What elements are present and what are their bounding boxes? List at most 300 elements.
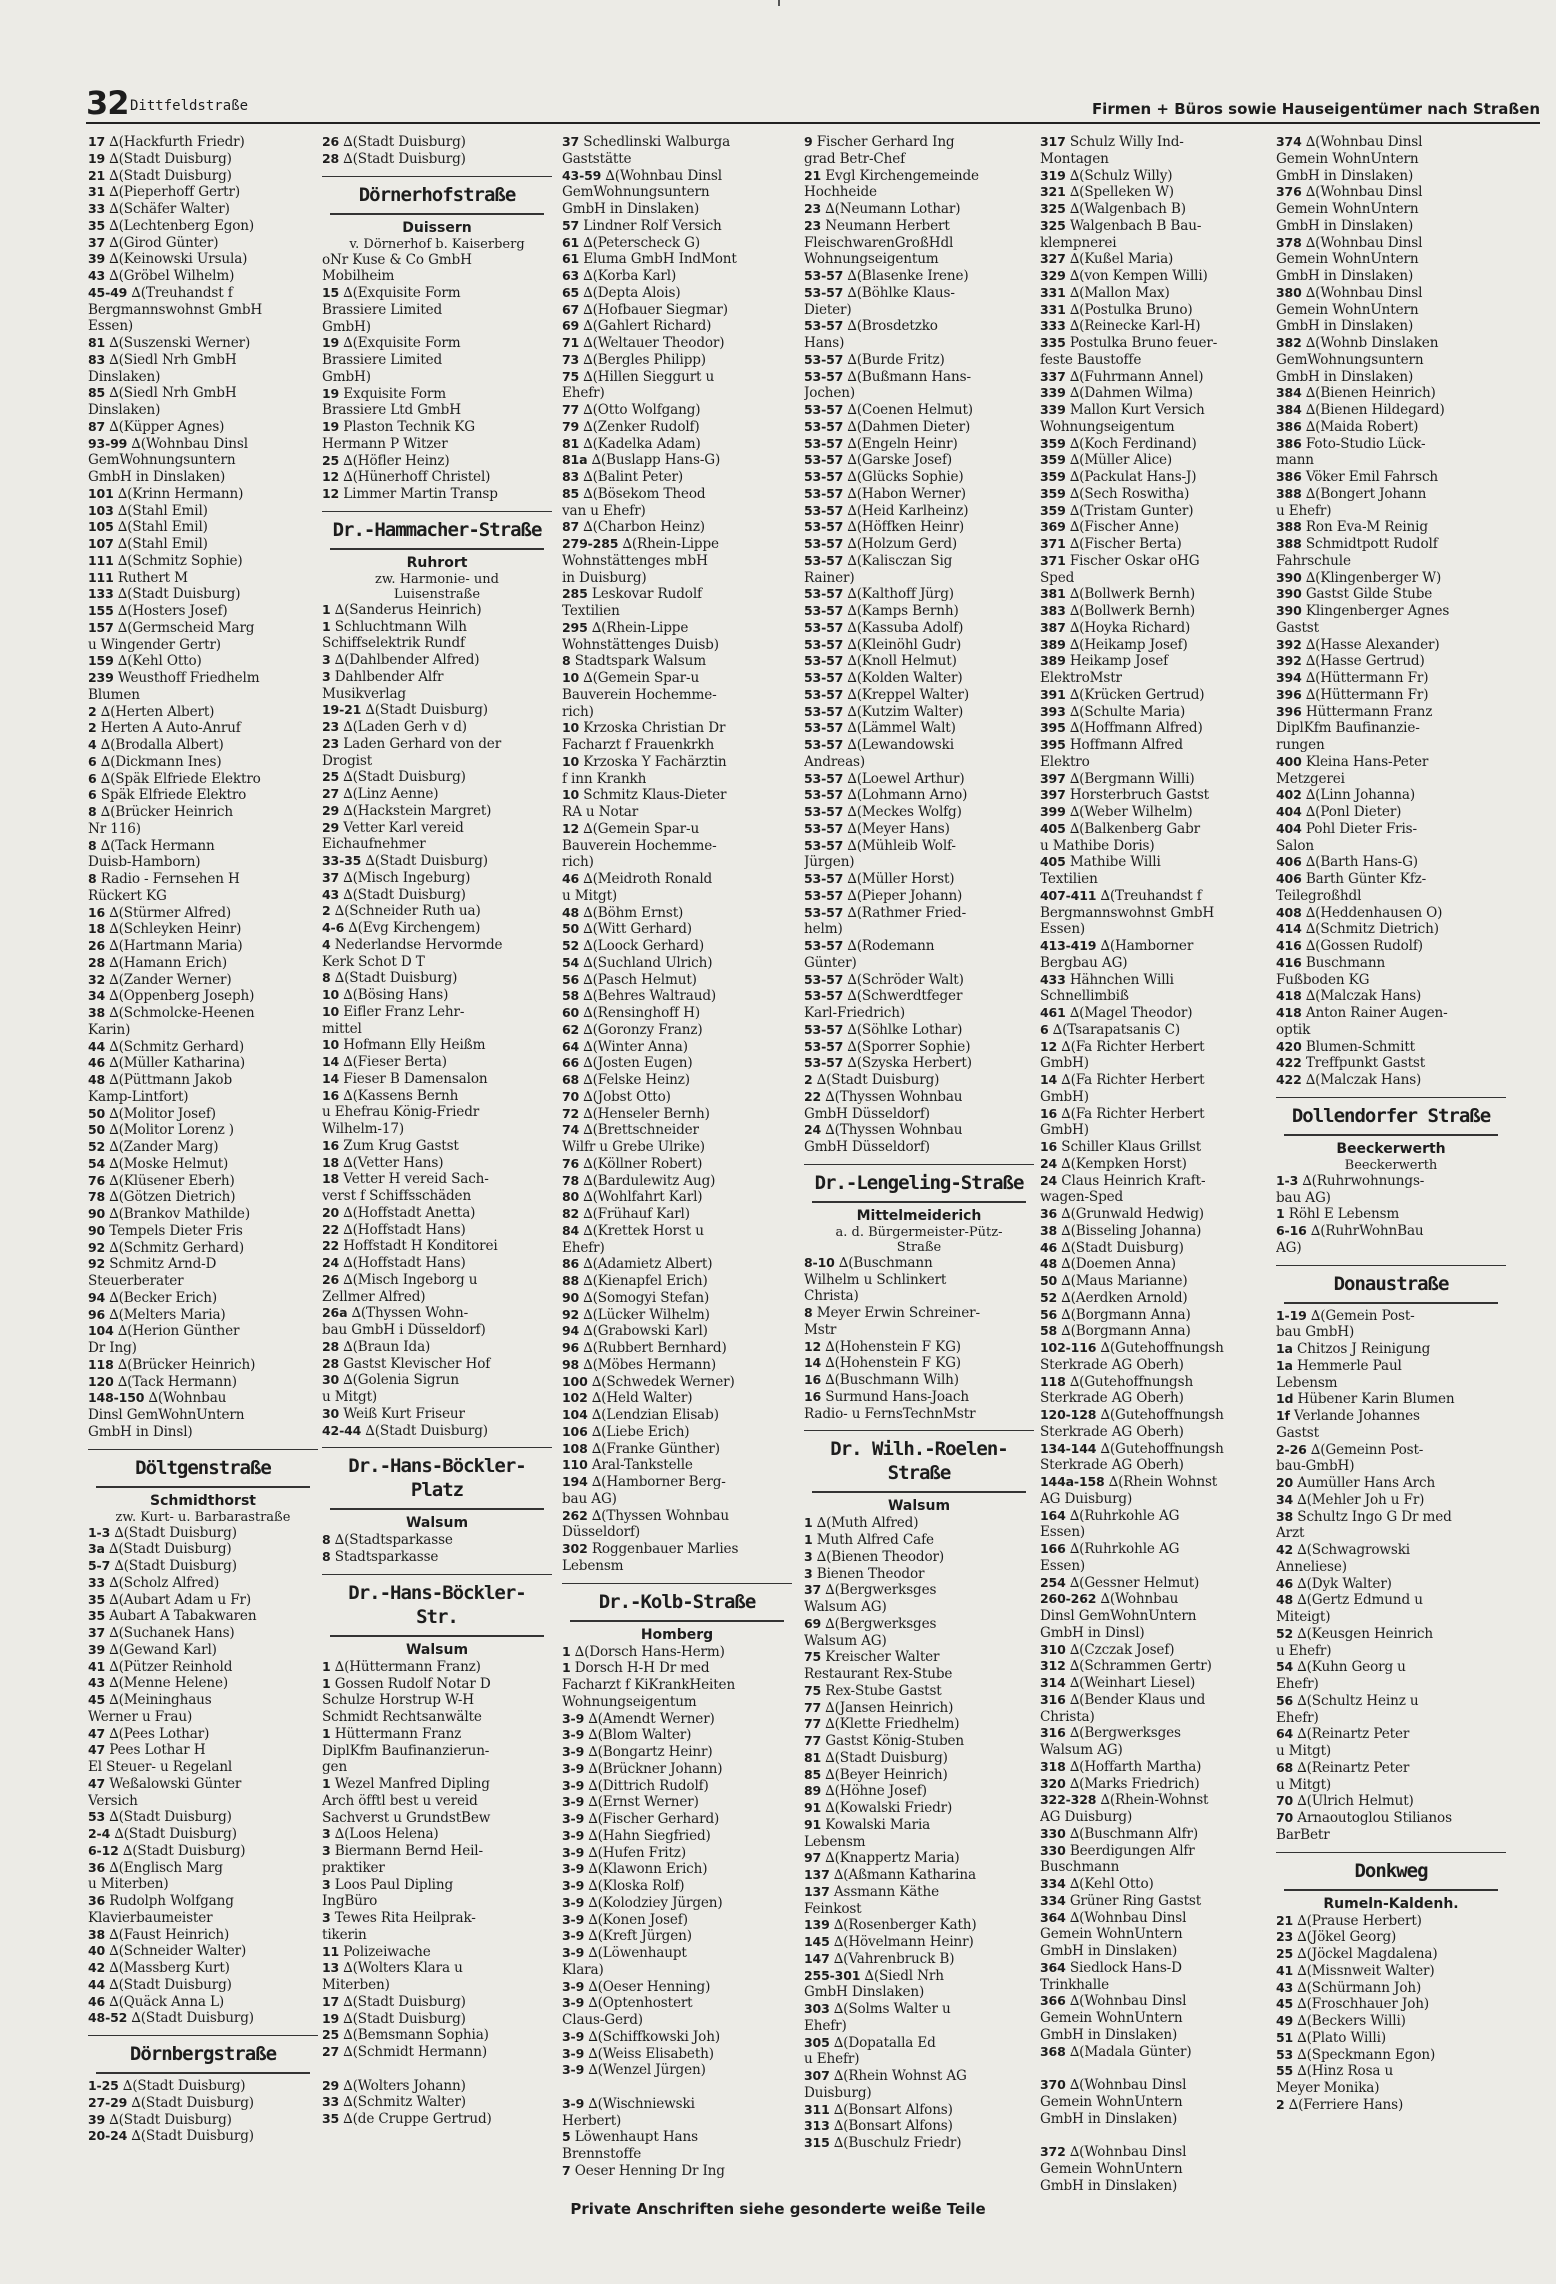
house-number: 22: [322, 1221, 340, 1237]
entry-text: Textilien: [1040, 871, 1098, 887]
directory-entry: [1040, 871, 1270, 888]
directory-entry: [1040, 1122, 1270, 1139]
entry-text: ∆(Molitor Lorenz ): [109, 1122, 234, 1139]
entry-text: ∆(Hüttermann Fr): [1305, 686, 1429, 703]
entry-text: Mallon Kurt Versich: [1069, 402, 1205, 418]
house-number: 14: [1040, 1072, 1058, 1087]
house-number: 46: [1276, 1575, 1294, 1591]
entry-text: ∆(Mallon Max): [1069, 284, 1170, 301]
entry-text: ∆(Kadelka Adam): [583, 435, 701, 452]
directory-entry: [562, 553, 792, 570]
entry-text: Lebensm: [1276, 1374, 1338, 1391]
entry-text: Salon: [1276, 837, 1314, 854]
directory-entry: [1276, 402, 1506, 419]
entry-text: ∆(Jansen Heinrich): [825, 1699, 954, 1716]
directory-entry: [562, 1173, 792, 1190]
house-number: 43-59: [562, 167, 602, 183]
house-number: 307: [804, 2068, 830, 2083]
entry-text: ∆(Stadt Duisburg): [122, 2078, 246, 2094]
directory-entry: [562, 168, 792, 185]
directory-entry: [1276, 2013, 1506, 2030]
entry-text: ∆(Dahlbender Alfred): [334, 652, 480, 668]
house-number: 386: [1276, 435, 1302, 451]
entry-text: Blumen: [88, 686, 140, 703]
entry-text: ∆(Klüsener Eberh): [109, 1172, 235, 1189]
directory-entry: [804, 218, 1034, 235]
entry-text: ∆(Knoll Helmut): [847, 653, 957, 670]
entry-text: Gaststätte: [562, 150, 632, 167]
directory-entry: [1040, 1591, 1270, 1608]
directory-entry: [804, 2001, 1034, 2018]
house-number: 26: [322, 1271, 340, 1287]
directory-entry: [1040, 519, 1270, 536]
entry-text: ∆(Wohlfahrt Karl): [583, 1189, 703, 1206]
house-number: 111: [88, 569, 114, 585]
entry-text: ∆(Schultz Heinz u: [1297, 1692, 1419, 1709]
entry-text: ∆(Vetter Hans): [343, 1154, 444, 1171]
entry-text: Hofmann Elly Heißm: [343, 1037, 486, 1054]
house-number: 90: [88, 1222, 106, 1238]
house-number: 388: [1276, 536, 1302, 551]
house-number: 56: [1276, 1692, 1294, 1708]
section-title: Firmen + Büros sowie Hauseigentümer nach Straßen: [1091, 100, 1540, 118]
directory-entry: [88, 1709, 318, 1726]
directory-entry: [562, 1273, 792, 1290]
entry-text: Facharzt f KiKrankHeiten: [562, 1677, 736, 1693]
street-range-note: Luisenstraße: [393, 586, 481, 602]
directory-entry: [322, 2078, 552, 2095]
entry-text: ∆(Peterscheck G): [583, 234, 700, 251]
directory-entry: [804, 771, 1034, 788]
house-number: 19: [322, 2010, 340, 2026]
directory-entry: [88, 519, 318, 536]
directory-entry: [1040, 1675, 1270, 1692]
directory-entry: [88, 1608, 318, 1625]
directory-entry: [1276, 1509, 1506, 1526]
directory-entry: [1040, 1792, 1270, 1809]
house-number: 102: [562, 1390, 588, 1406]
street-name: Dr.-Hammacher-Straße: [330, 518, 544, 550]
house-number: 53-57: [804, 938, 844, 953]
directory-entry: [804, 2135, 1034, 2152]
entry-text: ∆(Fieser Berta): [343, 1054, 447, 1070]
directory-entry: [1276, 1223, 1506, 1240]
entry-text: Mstr: [804, 1321, 837, 1338]
entry-text: ∆(Loock Gerhard): [583, 938, 705, 954]
house-number: 335: [1040, 335, 1066, 350]
entry-text: ∆(Späk Elfriede Elektro: [100, 770, 261, 787]
directory-entry: [562, 2129, 792, 2146]
entry-text: Karl-Friedrich): [804, 1005, 905, 1021]
house-number: 386: [1276, 469, 1302, 484]
house-number: 120-128: [1040, 1407, 1097, 1422]
entry-text: ∆(Meyer Hans): [847, 820, 950, 837]
house-number: 81: [562, 435, 580, 451]
house-number: 19: [322, 419, 340, 434]
entry-text: ∆(Thyssen Wohnbau: [591, 1507, 729, 1524]
house-number: 102-116: [1040, 1340, 1097, 1355]
directory-entry: [562, 1761, 792, 1778]
entry-text: GmbH in Dinslaken): [1040, 2177, 1178, 2194]
directory-entry: [1040, 1491, 1270, 1508]
entry-text: GmbH in Dinslaken): [1040, 1943, 1178, 1959]
directory-entry: [1040, 184, 1270, 201]
entry-text: ∆(Hackfurth Friedr): [109, 134, 245, 150]
entry-text: Brassiere Limited: [322, 301, 443, 318]
house-number: 334: [1040, 1876, 1066, 1891]
house-number: 17: [88, 134, 106, 149]
house-number: 339: [1040, 385, 1066, 401]
entry-text: Neumann Herbert: [825, 217, 950, 234]
directory-entry: [1276, 1458, 1506, 1475]
house-number: 8-10: [804, 1254, 835, 1270]
directory-entry: [804, 871, 1034, 888]
entry-text: ∆(Malczak Hans): [1305, 1072, 1422, 1088]
entry-text: in Duisburg): [562, 569, 647, 586]
directory-entry: [1276, 1996, 1506, 2013]
directory-entry: [322, 2094, 552, 2111]
entry-text: ∆(Rhein-Lippe: [591, 619, 689, 636]
entry-text: ∆(Stadt Duisburg): [109, 1809, 232, 1826]
entry-text: ∆(Schmitz Gerhard): [109, 1239, 245, 1256]
directory-entry: [322, 1037, 552, 1054]
directory-entry: [804, 1683, 1034, 1700]
directory-entry: [1040, 921, 1270, 938]
directory-entry: [322, 1423, 552, 1440]
directory-entry: [322, 635, 552, 652]
entry-text: ∆(Malczak Hans): [1305, 988, 1422, 1005]
directory-entry: [804, 1884, 1034, 1901]
directory-entry: [1040, 2111, 1270, 2128]
directory-entry: [562, 1895, 792, 1912]
entry-text: ∆(Maida Robert): [1305, 418, 1419, 435]
entry-text: ∆(Gewand Karl): [109, 1641, 217, 1658]
house-number: 87: [88, 418, 106, 434]
house-number: 118: [88, 1356, 114, 1372]
directory-entry: [322, 753, 552, 770]
house-number: 148-150: [88, 1390, 145, 1406]
page-header: [86, 82, 1540, 124]
directory-entry: [1040, 804, 1270, 821]
directory-entry: [562, 469, 792, 486]
directory-entry: [1276, 1408, 1506, 1425]
entry-text: bau AG): [1276, 1189, 1331, 1206]
directory-entry: [1040, 486, 1270, 503]
house-number: 18: [322, 1171, 340, 1187]
directory-entry: [562, 653, 792, 670]
house-number: 25: [322, 452, 340, 468]
entry-text: ∆(Wohnbau Dinsl: [1305, 184, 1423, 201]
directory-entry: [804, 1406, 1034, 1423]
house-number: 28: [88, 954, 106, 970]
directory-entry: [1040, 1424, 1270, 1441]
entry-text: ∆(Aerdken Arnold): [1061, 1289, 1188, 1306]
entry-text: Drogist: [322, 752, 373, 769]
house-number: 370: [1040, 2077, 1066, 2092]
house-number: 96: [88, 1306, 106, 1322]
entry-text: ∆(Hohenstein F KG): [825, 1355, 961, 1372]
entry-text: rungen: [1276, 737, 1325, 753]
entry-text: ∆(Schmitz Dietrich): [1305, 921, 1439, 938]
directory-entry: [88, 1675, 318, 1692]
directory-entry: [322, 887, 552, 904]
directory-entry: [562, 1206, 792, 1223]
directory-entry: [1276, 251, 1506, 268]
directory-entry: [562, 2046, 792, 2063]
house-number: 23: [322, 719, 340, 734]
entry-text: ∆(Wenzel Jürgen): [588, 2062, 706, 2079]
house-number: 3-9: [562, 1794, 585, 1810]
house-number: 359: [1040, 485, 1066, 501]
directory-entry: [804, 938, 1034, 955]
house-number: 8: [322, 1549, 331, 1564]
directory-entry: [562, 1828, 792, 1845]
directory-column-1: [88, 134, 318, 2145]
entry-text: Walsum AG): [804, 1632, 887, 1649]
directory-entry: [1040, 2010, 1270, 2027]
entry-text: ∆(Brücker Heinrich): [117, 1356, 256, 1373]
entry-text: optik: [1276, 1021, 1311, 1038]
entry-text: ∆(Kassens Bernh: [343, 1087, 459, 1104]
directory-entry: [322, 1793, 552, 1810]
house-number: 19: [322, 385, 340, 401]
entry-text: ∆(Stadt Duisburg): [114, 1826, 237, 1842]
entry-text: ∆(Stadt Duisburg): [343, 2010, 466, 2027]
entry-text: ∆(Stadt Duisburg): [1061, 1239, 1184, 1256]
directory-entry: [1276, 737, 1506, 754]
entry-text: Postulka Bruno feuer-: [1069, 335, 1218, 351]
entry-text: ∆(Kutzim Walter): [847, 703, 964, 720]
street-heading: [88, 1449, 318, 1488]
directory-entry: [1276, 1643, 1506, 1660]
entry-text: Löwenhaupt Hans: [574, 2129, 698, 2146]
directory-entry: [1276, 1542, 1506, 1559]
house-number: 94: [88, 1289, 106, 1305]
house-number: 51: [1276, 2029, 1294, 2045]
street-name: Dr.-Hans-Böckler-Str.: [330, 1581, 544, 1637]
directory-entry: [562, 1508, 792, 1525]
entry-text: ∆(Barth Hans-G): [1305, 854, 1418, 871]
directory-entry: [88, 1156, 318, 1173]
directory-entry: [88, 720, 318, 737]
directory-entry: [1040, 1993, 1270, 2010]
directory-entry: [804, 2118, 1034, 2135]
directory-entry: [1040, 1960, 1270, 1977]
house-number: 45: [1276, 1996, 1294, 2012]
directory-entry: [1276, 302, 1506, 319]
directory-entry: [88, 1055, 318, 1072]
entry-text: u Wingender Gertr): [88, 636, 221, 653]
house-number: 327: [1040, 251, 1066, 267]
directory-entry: [562, 1374, 792, 1391]
entry-text: Plaston Technik KG: [343, 419, 475, 435]
house-number: 42: [1276, 1542, 1294, 1557]
entry-text: ∆(Misch Ingeburg): [343, 869, 471, 886]
directory-entry: [88, 787, 318, 804]
entry-text: ∆(Speckmann Egon): [1297, 2046, 1436, 2063]
entry-text: ∆(Söhlke Lothar): [847, 1021, 963, 1038]
directory-entry: [1040, 2178, 1270, 2195]
entry-text: ∆(Bösekom Theod: [583, 485, 706, 502]
entry-text: GmbH): [1040, 1122, 1089, 1139]
directory-entry: [88, 2095, 318, 2112]
house-number: 381: [1040, 586, 1066, 602]
directory-entry: [322, 2027, 552, 2044]
house-number: 58: [562, 988, 580, 1004]
directory-entry: [562, 737, 792, 754]
directory-entry: [1276, 452, 1506, 469]
entry-text: Gemein WohnUntern: [1040, 2010, 1183, 2026]
directory-entry: [1276, 369, 1506, 386]
entry-text: ∆(Bongartz Heinr): [588, 1744, 713, 1760]
entry-text: Claus-Gerd): [562, 2012, 643, 2028]
entry-text: ∆(Schiffkowski Joh): [588, 2028, 720, 2045]
house-number: 16: [1040, 1139, 1058, 1154]
entry-text: ∆(Hamborner Berg-: [591, 1474, 726, 1490]
entry-text: Wezel Manfred Dipling: [334, 1776, 490, 1792]
entry-text: ∆(Plato Willi): [1297, 2029, 1386, 2046]
entry-text: ∆(Wolters Johann): [343, 2077, 466, 2094]
entry-text: ∆(Rathmer Fried-: [847, 904, 967, 921]
directory-entry: [88, 1776, 318, 1793]
directory-entry: [804, 988, 1034, 1005]
directory-entry: [1040, 821, 1270, 838]
entry-text: ∆(Lewandowski: [847, 737, 954, 753]
house-number: 262: [562, 1507, 588, 1523]
directory-entry: [804, 838, 1034, 855]
house-number: 157: [88, 619, 114, 635]
entry-text: verst f Schiffsschäden: [322, 1188, 472, 1204]
directory-column-5: [1040, 134, 1270, 2194]
house-number: 16: [88, 904, 106, 920]
directory-entry: [804, 1106, 1034, 1123]
directory-entry: [322, 319, 552, 336]
entry-text: ∆(Otto Wolfgang): [583, 402, 701, 418]
entry-text: ∆(Kreppel Walter): [847, 686, 970, 703]
entry-text: ∆(Exquisite Form: [343, 335, 461, 352]
entry-text: ∆(Muth Alfred): [816, 1515, 919, 1532]
house-number: 390: [1276, 586, 1302, 602]
directory-entry: [804, 905, 1034, 922]
directory-entry: [88, 385, 318, 402]
entry-text: rich): [562, 703, 594, 720]
street-range-note: Beeckerwerth: [1344, 1157, 1438, 1173]
entry-text: Bergmannswohnst GmbH: [1040, 904, 1215, 921]
entry-text: Kowalski Maria: [825, 1816, 931, 1833]
entry-text: helm): [804, 921, 843, 938]
entry-text: ∆(Grunwald Hedwig): [1061, 1206, 1204, 1222]
house-number: 24: [1040, 1155, 1058, 1171]
entry-text: Vöker Emil Fahrsch: [1305, 469, 1439, 485]
directory-entry: [562, 1055, 792, 1072]
house-number: 53-57: [804, 619, 844, 635]
house-number: 2: [322, 903, 331, 919]
entry-text: ∆(Gessner Helmut): [1069, 1574, 1200, 1591]
house-number: 378: [1276, 234, 1302, 250]
directory-entry: [88, 704, 318, 721]
entry-text: ∆(Wohnbau Dinsl: [1069, 2144, 1187, 2160]
house-number: 68: [1276, 1759, 1294, 1775]
directory-entry: [1040, 469, 1270, 486]
entry-text: Schiller Klaus Grillst: [1061, 1139, 1202, 1155]
house-number: 405: [1040, 854, 1066, 870]
house-number: 43: [322, 886, 340, 902]
house-number: 3a: [88, 1541, 105, 1557]
directory-entry: [804, 854, 1034, 871]
house-number: 14: [804, 1355, 822, 1371]
entry-text: ∆(Hoffarth Martha): [1069, 1758, 1202, 1775]
directory-column-2: [322, 134, 552, 2128]
entry-text: Zellmer Alfred): [322, 1288, 426, 1305]
entry-text: ∆(Pieperhoff Gertr): [109, 184, 240, 201]
entry-text: ∆(Meidroth Ronald: [583, 871, 713, 887]
entry-text: ∆(Stadt Duisburg): [109, 167, 232, 184]
directory-entry: [1040, 1524, 1270, 1541]
entry-text: ∆(Jobst Otto): [583, 1088, 671, 1105]
house-number: 58: [1040, 1323, 1058, 1339]
entry-text: ∆(Bonsart Alfons): [833, 2101, 953, 2118]
directory-entry: [1276, 1492, 1506, 1509]
entry-text: ∆(Stadt Duisburg): [825, 1749, 948, 1766]
entry-text: ∆(Stadt Duisburg): [365, 853, 488, 869]
entry-text: Eichaufnehmer: [322, 836, 426, 853]
house-number: 52: [562, 938, 580, 953]
entry-text: Lebensm: [804, 1833, 866, 1850]
entry-text: ∆(Borgmann Anna): [1061, 1306, 1191, 1323]
directory-entry: [804, 1834, 1034, 1851]
house-number: 46: [562, 871, 580, 886]
directory-entry: [1040, 1005, 1270, 1022]
entry-text: ∆(Heid Karlheinz): [847, 502, 969, 519]
directory-entry: [1276, 1963, 1506, 1980]
entry-text: Bergbau AG): [1040, 954, 1128, 971]
directory-entry: [1276, 1659, 1506, 1676]
directory-entry: [322, 736, 552, 753]
house-number: 110: [562, 1457, 588, 1473]
house-number: 53-57: [804, 686, 844, 702]
entry-text: Dinsl GemWohnUntern: [88, 1407, 245, 1423]
entry-text: ∆(Jöckel Magdalena): [1297, 1946, 1438, 1962]
house-number: 395: [1040, 720, 1066, 736]
house-number: 3-9: [562, 1861, 585, 1877]
entry-text: ∆(Wolters Klara u: [343, 1960, 463, 1977]
entry-text: u Ehefrau König-Friedr: [322, 1104, 480, 1121]
directory-entry: [804, 1139, 1034, 1156]
directory-entry: [562, 268, 792, 285]
district-name: Schmidthorst: [150, 1492, 256, 1509]
directory-entry: [1040, 1558, 1270, 1575]
directory-entry: [804, 503, 1034, 520]
entry-text: Herten A Auto-Anruf: [100, 720, 241, 737]
directory-entry: [88, 938, 318, 955]
entry-text: Nr 116): [88, 820, 141, 837]
house-number: 420: [1276, 1038, 1302, 1054]
directory-entry: [1040, 1759, 1270, 1776]
directory-entry: [1040, 151, 1270, 168]
directory-entry: [322, 669, 552, 686]
directory-entry: [1040, 1608, 1270, 1625]
directory-entry: [88, 452, 318, 469]
street-heading: [322, 1447, 552, 1510]
entry-text: ∆(Franke Günther): [591, 1440, 720, 1457]
entry-text: ∆(Stadt Duisburg): [365, 1422, 488, 1439]
entry-text: ∆(Postulka Bruno): [1069, 301, 1193, 318]
house-number: 39: [88, 1641, 106, 1657]
entry-text: ∆(Schulz Willy): [1069, 167, 1173, 184]
house-number: 78: [88, 1189, 106, 1205]
entry-text: ∆(Mehler Joh u Fr): [1297, 1491, 1425, 1508]
street-name: Dr.-Hans-Böckler-Platz: [330, 1454, 544, 1510]
